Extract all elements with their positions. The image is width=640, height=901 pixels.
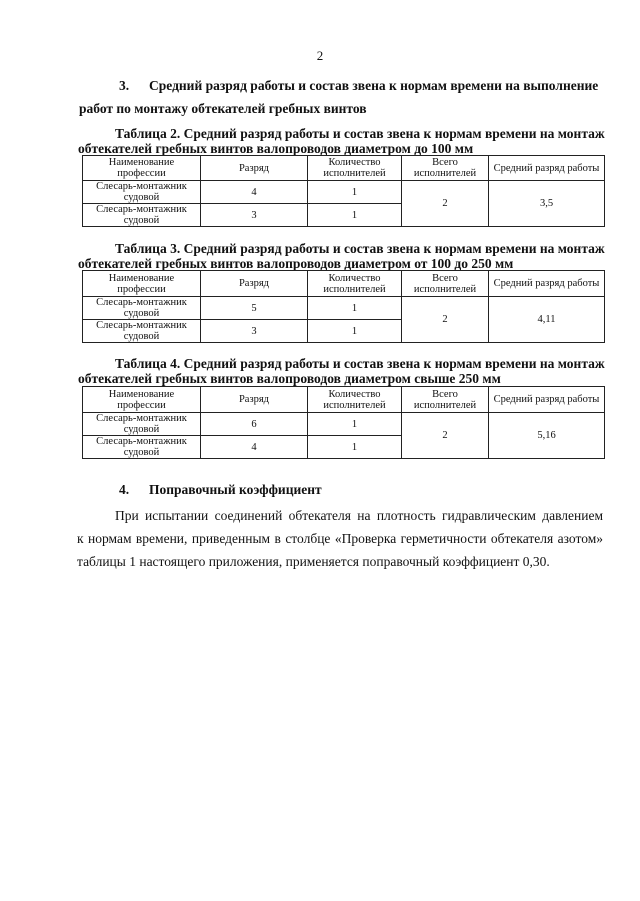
section-4-number: 4. xyxy=(119,482,130,497)
header-grade: Разряд xyxy=(201,387,308,413)
cell-grade: 5 xyxy=(201,297,308,320)
cell-count: 1 xyxy=(308,320,402,343)
cell-grade: 6 xyxy=(201,413,308,436)
cell-grade: 3 xyxy=(201,320,308,343)
section-3-number: 3. xyxy=(119,78,130,93)
cell-profession: Слесарь-монтажник судовой xyxy=(83,413,201,436)
cell-avg-grade: 3,5 xyxy=(489,181,605,227)
table-header-row xyxy=(83,387,605,413)
header-grade: Разряд xyxy=(201,156,308,181)
table-row xyxy=(83,181,605,204)
cell-count: 1 xyxy=(308,181,402,204)
section-3-title: Средний разряд работы и состав звена к нормам времени на выполнение xyxy=(149,78,599,93)
cell-profession: Слесарь-монтажник судовой xyxy=(83,436,201,459)
header-profession: Наименование профессии xyxy=(83,387,201,413)
table-3 xyxy=(82,270,605,343)
cell-count: 1 xyxy=(308,204,402,227)
cell-profession: Слесарь-монтажник судовой xyxy=(83,204,201,227)
section-4-title: Поправочный коэффициент xyxy=(149,482,322,497)
header-profession: Наименование профессии xyxy=(83,271,201,297)
header-avg-grade: Средний разряд работы xyxy=(489,271,605,297)
cell-profession: Слесарь-монтажник судовой xyxy=(83,297,201,320)
header-total: Всего исполнителей xyxy=(402,271,489,297)
cell-total: 2 xyxy=(402,297,489,343)
table-3-caption-continued: обтекателей гребных винтов валопроводов диаметром от 100 до 250 мм xyxy=(78,256,514,271)
table-4-caption-continued: обтекателей гребных винтов валопроводов диаметром свыше 250 мм xyxy=(78,371,501,386)
cell-avg-grade: 4,11 xyxy=(489,297,605,343)
table-2-caption: Таблица 2. Средний разряд работы и состав звена к нормам времени на монтаж xyxy=(115,126,605,141)
table-2-caption-continued: обтекателей гребных винтов валопроводов диаметром до 100 мм xyxy=(78,141,474,156)
table-4-caption: Таблица 4. Средний разряд работы и состав звена к нормам времени на монтаж xyxy=(115,356,605,371)
header-count: Количество исполнителей xyxy=(308,156,402,181)
table-header-row xyxy=(83,156,605,181)
cell-count: 1 xyxy=(308,413,402,436)
header-count: Количество исполнителей xyxy=(308,387,402,413)
table-header-row xyxy=(83,271,605,297)
cell-count: 1 xyxy=(308,297,402,320)
paragraph-line: к нормам времени, приведенным в столбце «Проверка герметичности обтекателя азотом» xyxy=(77,531,603,546)
table-row xyxy=(83,413,605,436)
table-row xyxy=(83,297,605,320)
header-total: Всего исполнителей xyxy=(402,156,489,181)
cell-count: 1 xyxy=(308,436,402,459)
table-3-caption: Таблица 3. Средний разряд работы и состав звена к нормам времени на монтаж xyxy=(115,241,605,256)
cell-total: 2 xyxy=(402,181,489,227)
section-4-paragraph xyxy=(77,504,603,573)
header-count: Количество исполнителей xyxy=(308,271,402,297)
header-grade: Разряд xyxy=(201,271,308,297)
cell-avg-grade: 5,16 xyxy=(489,413,605,459)
cell-grade: 4 xyxy=(201,436,308,459)
header-total: Всего исполнителей xyxy=(402,387,489,413)
paragraph-line: При испытании соединений обтекателя на плотность гидравлическим давлением xyxy=(115,508,603,523)
section-3-title-continued: работ по монтажу обтекателей гребных винтов xyxy=(79,101,367,116)
cell-profession: Слесарь-монтажник судовой xyxy=(83,320,201,343)
cell-total: 2 xyxy=(402,413,489,459)
cell-grade: 3 xyxy=(201,204,308,227)
table-4 xyxy=(82,386,605,459)
table-2 xyxy=(82,155,605,227)
page-number: 2 xyxy=(316,48,324,63)
cell-profession: Слесарь-монтажник судовой xyxy=(83,181,201,204)
header-avg-grade: Средний разряд работы xyxy=(489,387,605,413)
paragraph-line: таблицы 1 настоящего приложения, применяется поправочный коэффициент 0,30. xyxy=(77,554,550,569)
cell-grade: 4 xyxy=(201,181,308,204)
header-avg-grade: Средний разряд работы xyxy=(489,156,605,181)
header-profession: Наименование профессии xyxy=(83,156,201,181)
